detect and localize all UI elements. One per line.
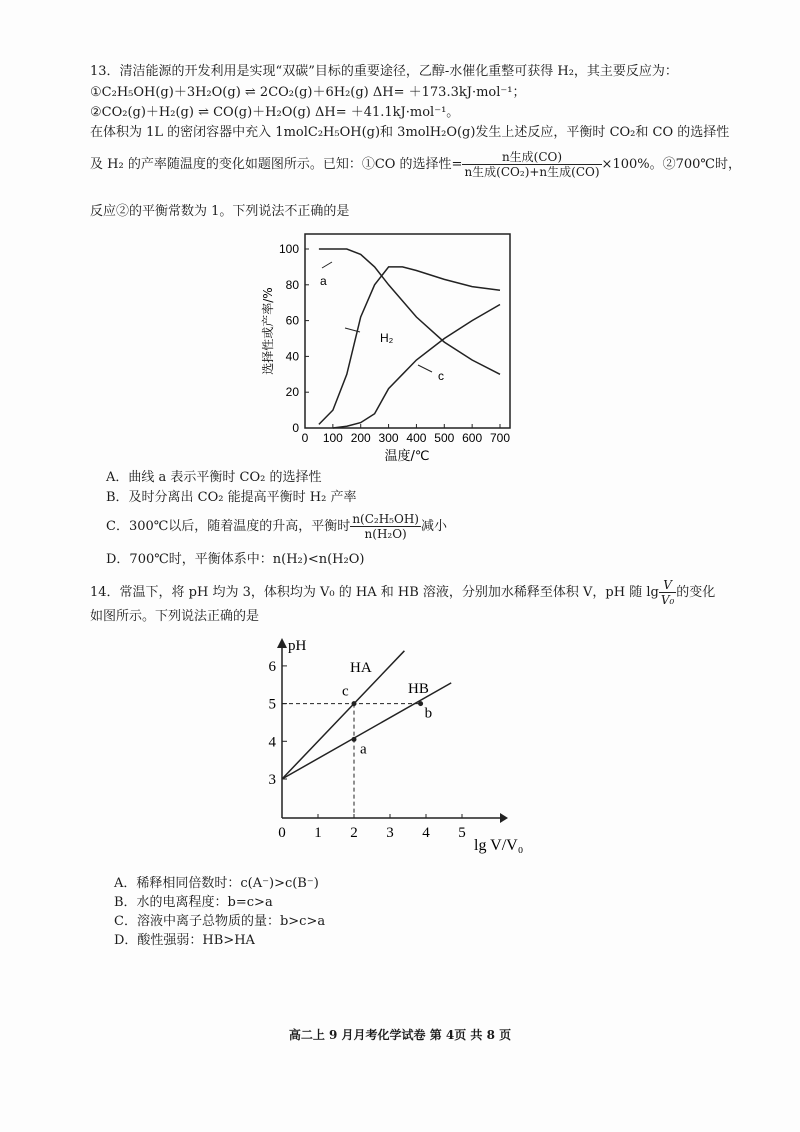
q14-option-c[interactable]: C．溶液中离子总物质的量：b>c>a <box>114 914 326 929</box>
point-label: a <box>360 741 367 758</box>
data-point-b <box>418 701 423 706</box>
page-footer: 高二上 9 月月考化学试卷 第 4页 共 8 页 <box>288 1028 512 1042</box>
x-tick-label: 4 <box>422 825 430 841</box>
y-tick-label: 80 <box>285 277 299 292</box>
q13-stem-line6: 反应②的平衡常数为 1。下列说法不正确的是 <box>90 204 350 219</box>
x-axis-arrow <box>500 813 508 823</box>
guide-dashed-lines <box>282 704 421 818</box>
y-tick-label: 60 <box>285 313 299 328</box>
y-tick-label: 6 <box>268 658 276 675</box>
q14-line1-pre: 14．常温下，将 pH 均为 3，体积均为 V₀ 的 HA 和 HB 溶液，分别加水稀释至体积 V，pH 随 lg <box>90 585 659 600</box>
q14-option-a[interactable]: A．稀释相同倍数时：c(A⁻)>c(B⁻) <box>114 876 319 891</box>
q13-option-d[interactable]: D．700℃时，平衡体系中：n(H₂)<n(H₂O) <box>106 552 365 567</box>
x-tick-label: 200 <box>350 431 371 445</box>
series-line-HB <box>282 683 451 779</box>
x-tick-label: 500 <box>434 431 455 445</box>
fraction-denominator: n(H₂O) <box>364 527 407 541</box>
y-axis-arrow <box>277 638 287 648</box>
x-tick-label: 100 <box>322 431 343 445</box>
x-tick-label: 700 <box>489 431 511 445</box>
y-tick-label: 40 <box>285 349 299 364</box>
point-label: b <box>424 705 433 722</box>
y-tick-label: 5 <box>268 696 276 713</box>
q14-stem-line2: 如图所示。下列说法正确的是 <box>90 609 260 624</box>
q13-line5-pre: 及 H₂ 的产率随温度的变化如题图所示。已知：①CO 的选择性= <box>90 157 463 172</box>
q14-option-b[interactable]: B．水的电离程度：b=c>a <box>114 895 273 910</box>
x-tick-label: 400 <box>406 431 427 445</box>
x-tick-label: 3 <box>386 825 394 841</box>
x-tick-label: 0 <box>301 431 309 445</box>
x-tick-label: 2 <box>350 825 358 841</box>
x-tick-label: 1 <box>314 825 322 841</box>
x-tick-label: 5 <box>458 825 466 841</box>
y-axis-label: 选择性或产率/% <box>261 287 275 375</box>
x-tick-label: 300 <box>378 431 399 445</box>
q13-option-b[interactable]: B．及时分离出 CO₂ 能提高平衡时 H₂ 产率 <box>106 490 357 505</box>
series-line-HA <box>282 651 404 779</box>
series-label: HB <box>408 681 429 697</box>
series-label: HA <box>350 660 372 676</box>
y-tick-label: 4 <box>268 734 276 751</box>
y-tick-label: 100 <box>278 242 299 256</box>
q14-option-d[interactable]: D．酸性强弱：HB>HA <box>114 933 255 948</box>
q14-line1-post: 的变化 <box>676 585 716 600</box>
fraction-numerator: V <box>659 578 676 593</box>
x-tick-label: 600 <box>462 431 483 445</box>
y-tick-label: 20 <box>285 385 299 400</box>
series-label: a <box>320 274 327 288</box>
fraction-numerator: n生成(CO) <box>462 150 601 165</box>
q13-reaction-2: ②CO₂(g)＋H₂(g) ⇌ CO(g)＋H₂O(g) ΔH= ＋41.1kJ·mol⁻¹。 <box>90 105 460 120</box>
option-c-pre: C．300℃以后，随着温度的升高，平衡时 <box>106 519 351 534</box>
data-point-c <box>352 701 357 706</box>
series-label: H₂ <box>380 331 394 345</box>
y-tick-label: 3 <box>268 772 276 788</box>
fraction-numerator: n(C₂H₅OH) <box>352 512 419 526</box>
x-tick-label: 0 <box>278 825 286 841</box>
y-tick-label: 0 <box>292 421 299 435</box>
series-label: c <box>438 369 444 383</box>
x-axis-label: lg V/V₀ <box>474 837 524 854</box>
x-axis-label: 温度/℃ <box>384 449 430 464</box>
point-label: c <box>342 683 349 700</box>
fraction-denominator: V₀ <box>660 593 675 607</box>
fraction-denominator: n生成(CO₂)+n生成(CO) <box>464 165 600 179</box>
q13-stem-line1: 13．清洁能源的开发利用是实现“双碳”目标的重要途径，乙醇-水催化重整可获得 H₂，其主要反应为： <box>90 64 678 79</box>
q13-line5-post: ×100%。②700℃时， <box>601 157 741 172</box>
q13-option-a[interactable]: A．曲线 a 表示平衡时 CO₂ 的选择性 <box>106 470 322 485</box>
y-axis-label: pH <box>288 638 307 654</box>
option-c-post: 减小 <box>420 519 447 534</box>
q13-stem-line4: 在体积为 1L 的密闭容器中充入 1molC₂H₅OH(g)和 3molH₂O(g)发生上述反应，平衡时 CO₂和 CO 的选择性 <box>90 125 730 140</box>
data-point-a <box>352 737 357 742</box>
q13-reaction-1: ①C₂H₅OH(g)＋3H₂O(g) ⇌ 2CO₂(g)＋6H₂(g) ΔH= ＋173.3kJ·mol⁻¹； <box>90 85 526 100</box>
